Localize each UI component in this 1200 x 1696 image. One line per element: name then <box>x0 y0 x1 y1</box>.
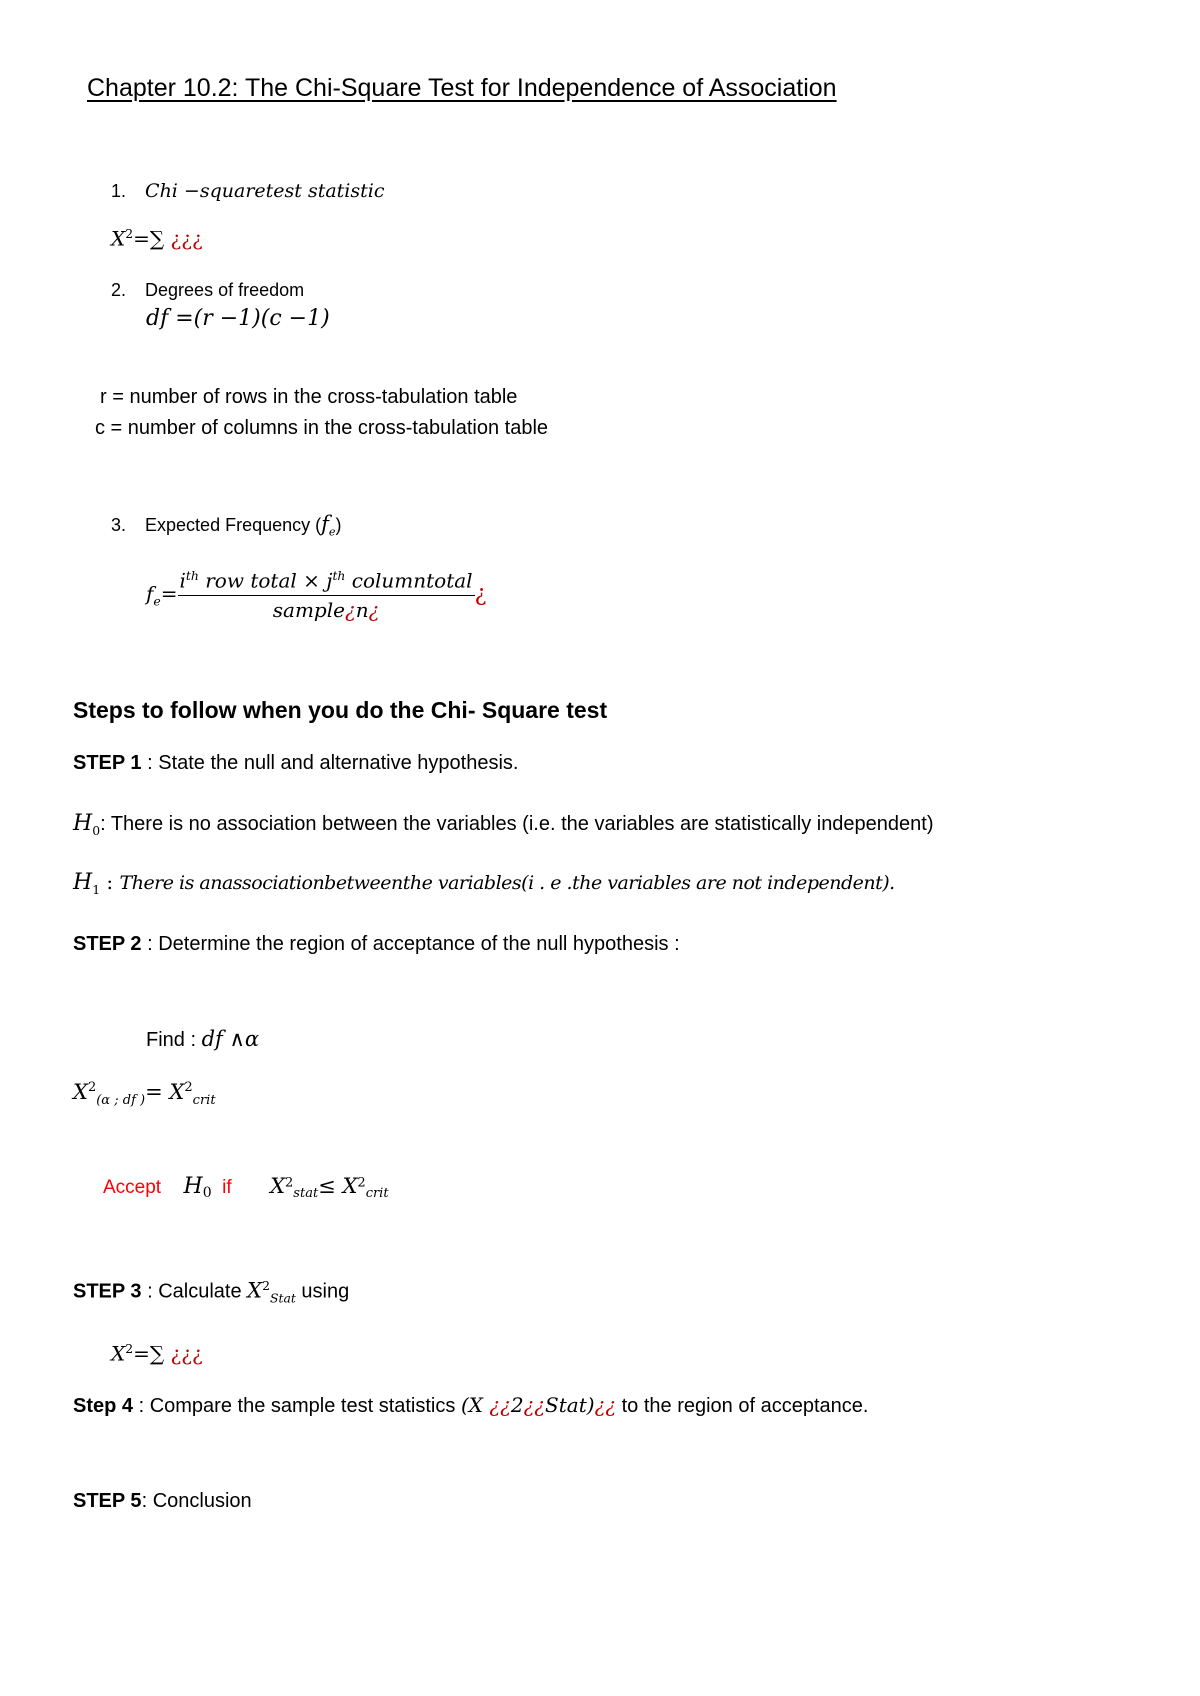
den-b: ¿ <box>344 597 356 622</box>
find-line <box>146 1027 259 1052</box>
crit-sub2: crit <box>192 1093 216 1109</box>
item-number: 2. <box>111 280 127 300</box>
item-number: 1. <box>111 181 127 201</box>
definition-r: r = number of rows in the cross-tabulation table <box>100 386 518 408</box>
formula-sup: 2 <box>125 226 134 241</box>
item-number: 3. <box>111 515 127 535</box>
formula-garbled: ¿¿¿ <box>170 1341 203 1366</box>
fe-lhs: f <box>146 581 154 606</box>
find-expr: df ∧α <box>201 1027 260 1051</box>
num-j: j <box>326 568 333 593</box>
df-formula: df =(r −1)(c −1) <box>146 306 330 331</box>
step3-x: X <box>247 1278 263 1303</box>
num-th2: th <box>332 568 346 583</box>
step-text: Calculate <box>158 1280 248 1303</box>
step-3 <box>73 1278 349 1306</box>
fe-equals: = <box>160 581 178 606</box>
h-symbol: H <box>73 870 93 895</box>
step-text: Determine the region of acceptance of the null hypothesis : <box>158 933 680 955</box>
crit-sup2: 2 <box>184 1080 193 1095</box>
h-colon: : <box>100 870 120 894</box>
step-label: STEP 5 <box>73 1490 142 1512</box>
num-end: columntotal <box>345 568 473 593</box>
crit-x: X <box>73 1080 88 1104</box>
accept-sup: 2 <box>285 1175 294 1191</box>
definition-c: c = number of columns in the cross-tabulation table <box>95 417 549 439</box>
fe-fraction <box>178 568 475 622</box>
h-subscript: 0 <box>92 823 101 838</box>
accept-le: ≤ X <box>318 1174 358 1198</box>
step-4 <box>73 1393 868 1418</box>
list-item-1 <box>111 180 384 202</box>
chi-square-formula <box>111 226 203 251</box>
alternative-hypothesis <box>73 870 895 897</box>
accept-sup2: 2 <box>357 1175 366 1191</box>
h-subscript: 1 <box>92 882 101 897</box>
fe-subscript: e <box>328 525 336 539</box>
accept-word: Accept <box>103 1177 162 1198</box>
formula-sum: =∑ <box>133 1341 165 1366</box>
num-mid: row total × <box>198 568 327 593</box>
formula-sup: 2 <box>125 1341 134 1356</box>
den-d: ¿ <box>368 597 380 622</box>
step-5 <box>73 1490 252 1513</box>
step3-using: using <box>295 1280 350 1303</box>
step-sep: : <box>141 933 159 955</box>
step4-expr: (X ¿¿2¿¿Stat)¿¿ <box>460 1393 617 1417</box>
step-text: State the null and alternative hypothesis. <box>158 752 519 774</box>
critical-value-formula <box>73 1080 216 1108</box>
fe-tail: ¿ <box>474 581 487 607</box>
expected-frequency-formula <box>146 568 486 622</box>
fe-denominator <box>178 596 475 622</box>
num-th1: th <box>185 568 199 583</box>
step-1 <box>73 752 518 775</box>
accept-sub-crit: crit <box>365 1186 389 1202</box>
steps-heading: Steps to follow when you do the Chi- Square test <box>73 697 608 723</box>
step-2 <box>73 933 680 956</box>
item-label: Chi −squaretest statistic <box>145 180 385 202</box>
step-sep: : <box>141 1490 153 1512</box>
accept-h-sub: 0 <box>202 1185 212 1202</box>
accept-x: X <box>270 1174 286 1198</box>
fe-numerator <box>178 568 475 596</box>
den-c: n <box>355 597 369 622</box>
step-label: Step 4 <box>73 1395 134 1417</box>
accept-sub-stat: stat <box>293 1186 319 1202</box>
crit-sub: (α ; df ) <box>96 1093 146 1109</box>
num-i: i <box>179 568 186 593</box>
step-sep: : <box>141 1280 159 1303</box>
list-item-3 <box>111 512 342 539</box>
step3-sub: Stat <box>270 1290 296 1306</box>
accept-if: if <box>222 1177 232 1198</box>
chi-square-formula-repeat <box>111 1341 203 1366</box>
h-text: There is anassociationbetweenthe variables(i . e .the variables are not independent). <box>119 872 895 894</box>
fe-symbol: f <box>321 512 329 536</box>
step-sep: : <box>133 1395 150 1417</box>
h-symbol: H <box>73 811 93 836</box>
step-text-end: to the region of acceptance. <box>616 1395 869 1417</box>
formula-garbled: ¿¿¿ <box>170 226 203 251</box>
h-text: There is no association between the variables (i.e. the variables are statistically independent) <box>105 813 934 835</box>
formula-x: X <box>111 1341 126 1366</box>
null-hypothesis <box>73 811 934 838</box>
fe-close-paren: ) <box>335 515 342 535</box>
fe-lhs-sub: e <box>153 593 161 609</box>
den-a: sample <box>272 597 345 622</box>
formula-x: X <box>111 226 126 251</box>
crit-sup: 2 <box>87 1080 97 1095</box>
step-label: STEP 2 <box>73 933 142 955</box>
item-label: Expected Frequency ( <box>145 515 322 535</box>
step3-sup: 2 <box>262 1278 271 1293</box>
item-label: Degrees of freedom <box>145 280 305 300</box>
find-label: Find : <box>146 1029 202 1051</box>
crit-eq: = X <box>145 1080 185 1104</box>
list-item-2 <box>111 280 304 301</box>
formula-sum: =∑ <box>133 226 165 251</box>
accept-rule <box>103 1174 389 1201</box>
h-colon: : <box>100 813 106 835</box>
step-text: Compare the sample test statistics <box>149 1395 461 1417</box>
page-title: Chapter 10.2: The Chi-Square Test for Independence of Association <box>87 74 837 102</box>
accept-h: H <box>183 1174 203 1199</box>
step-sep: : <box>141 752 159 774</box>
step-label: STEP 3 <box>73 1280 142 1303</box>
step-label: STEP 1 <box>73 752 142 774</box>
step-text: Conclusion <box>152 1490 252 1512</box>
